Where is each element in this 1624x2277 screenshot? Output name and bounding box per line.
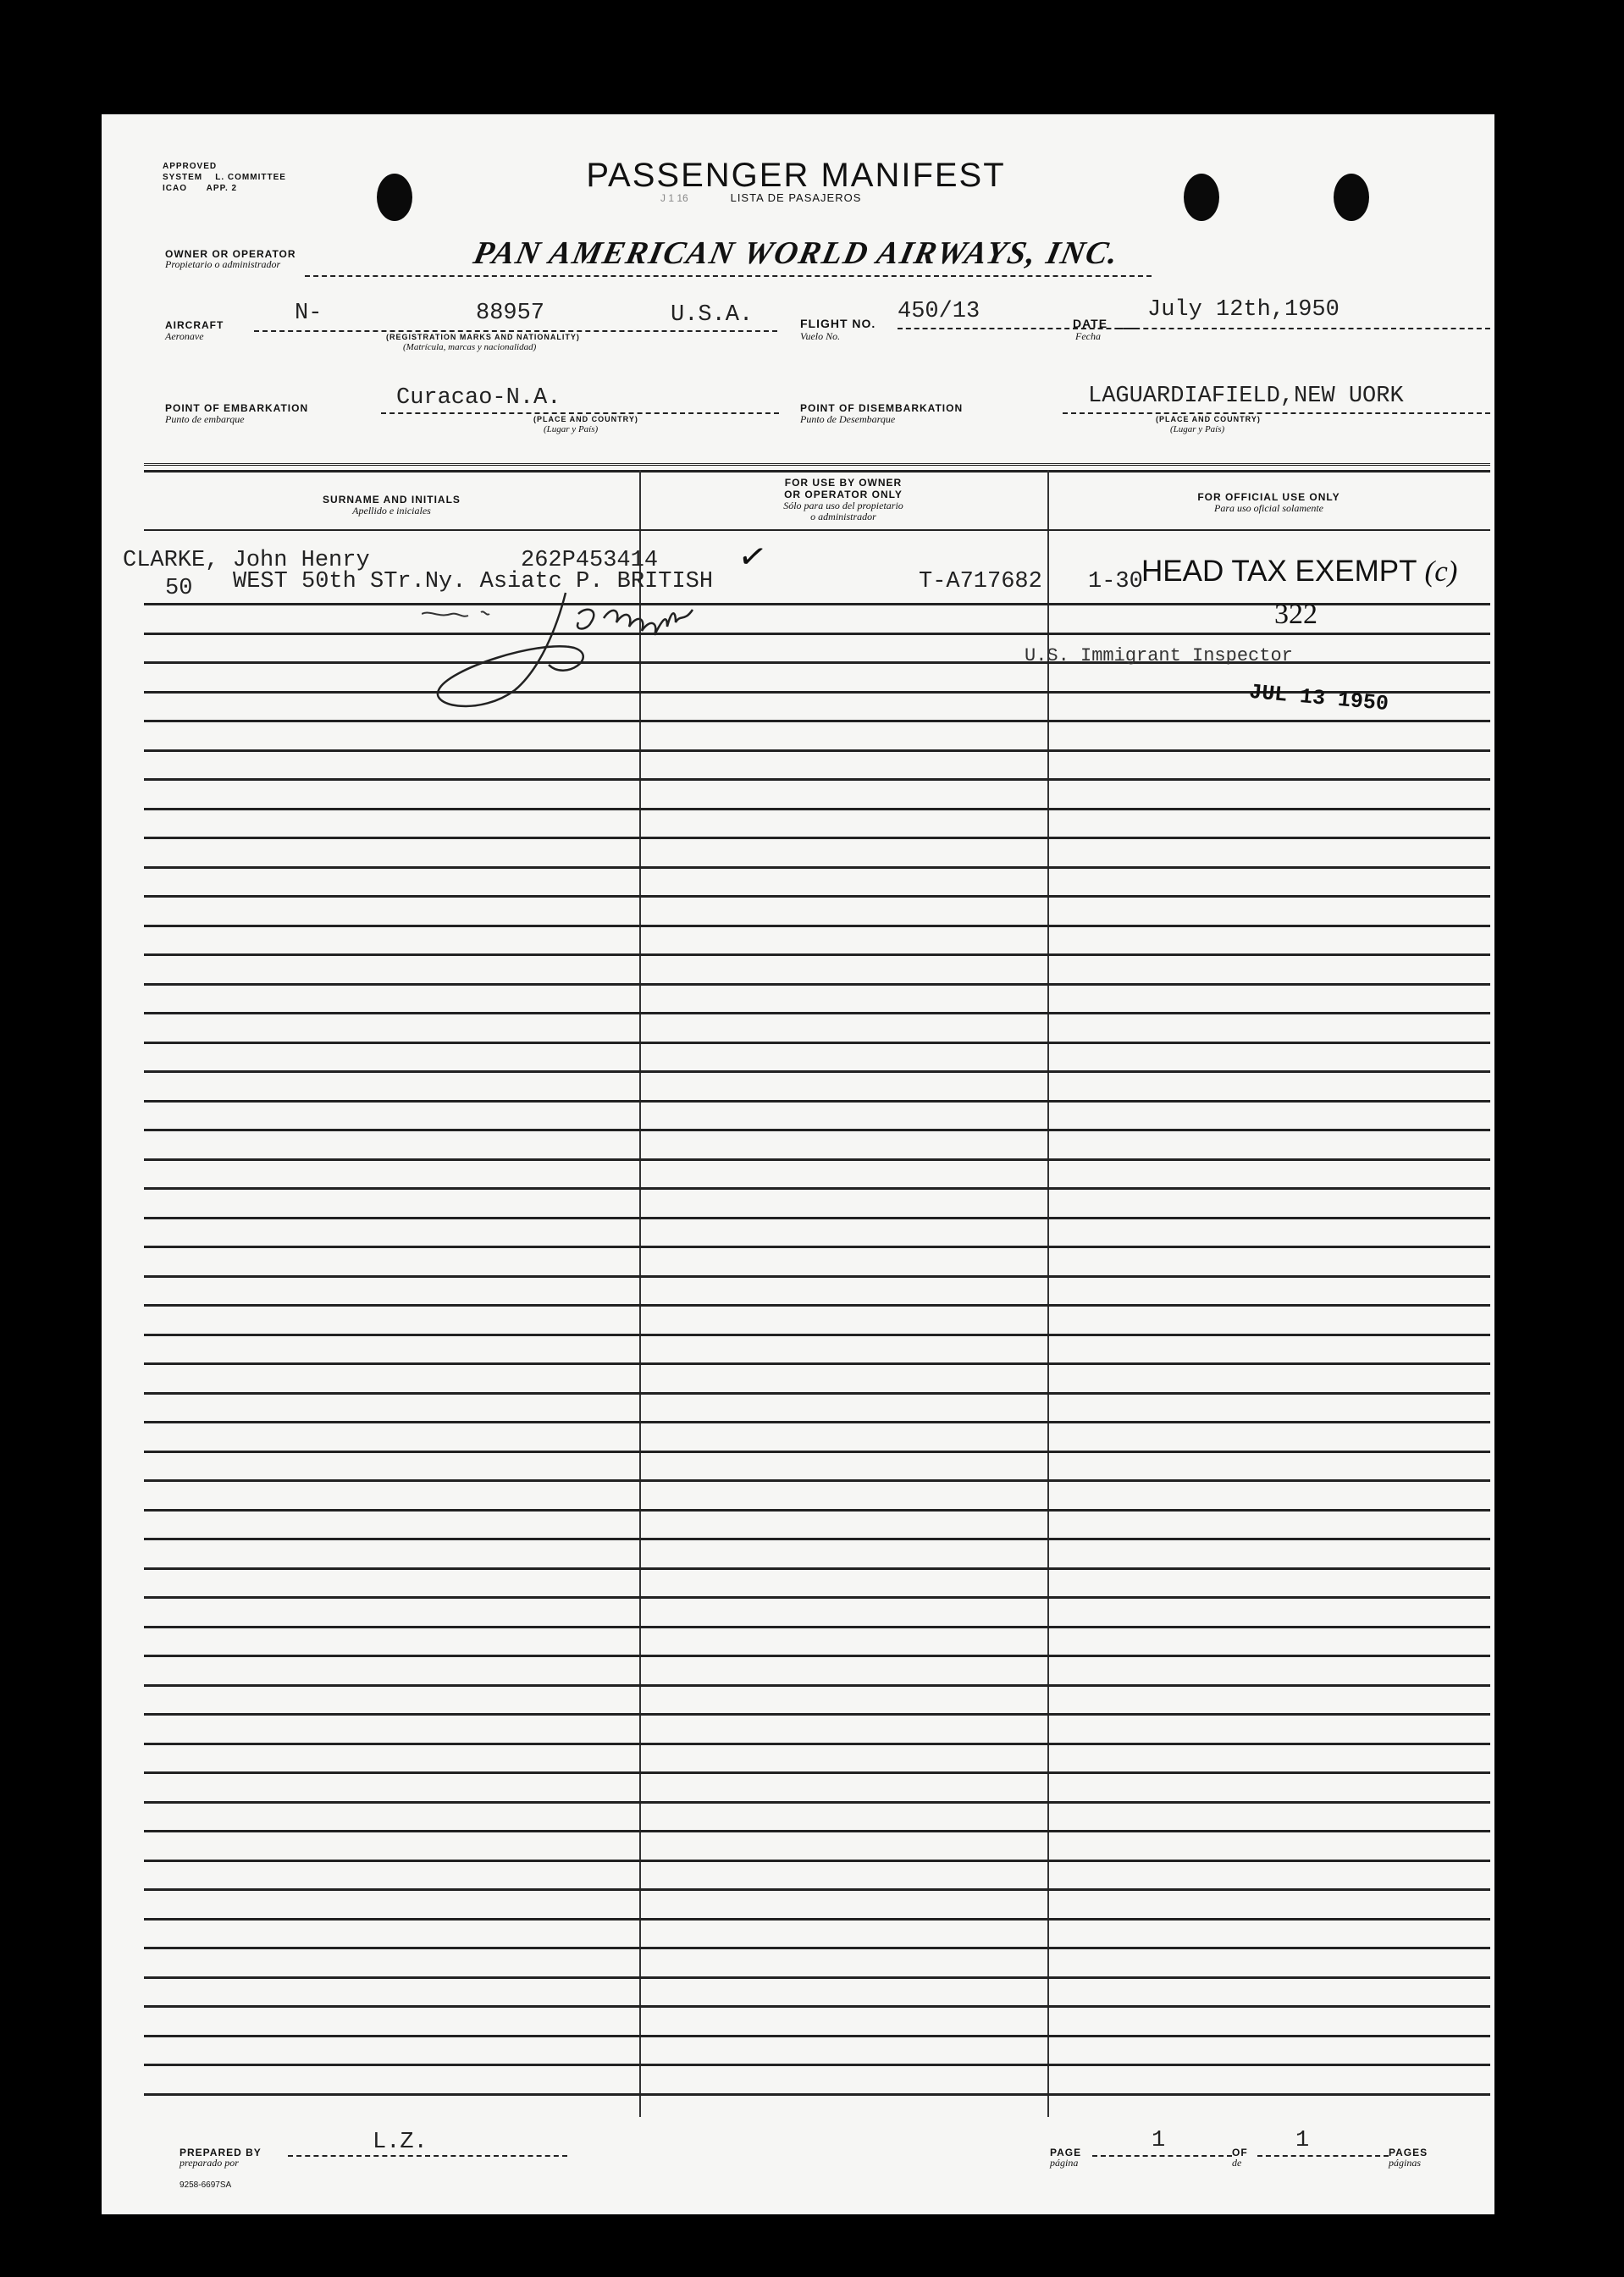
- ruled-line: [144, 2093, 1490, 2096]
- owner-use-header: [639, 477, 1047, 522]
- ruled-line: [144, 1451, 1490, 1453]
- embarkation-underline: [381, 412, 779, 414]
- page-underline: [1092, 2155, 1232, 2157]
- aircraft-nationality: U.S.A.: [671, 302, 754, 328]
- surname-header-label-es: Apellido e iniciales: [352, 505, 431, 517]
- ruled-line: [144, 1246, 1490, 1248]
- manifest-paper: [102, 114, 1494, 2214]
- aircraft-label-es: Aeronave: [165, 330, 204, 342]
- page-title: PASSENGER MANIFEST: [586, 157, 1006, 194]
- embarkation-sub-label: (PLACE AND COUNTRY): [533, 415, 638, 423]
- aircraft-prefix: N-: [295, 301, 323, 326]
- entry-code: 1-30: [1088, 569, 1143, 594]
- head-tax-text: HEAD TAX EXEMPT: [1141, 555, 1417, 588]
- title-block: [567, 157, 1025, 204]
- ruled-line: [144, 1626, 1490, 1628]
- of-value: 1: [1295, 2128, 1310, 2153]
- ruled-line: [144, 1129, 1490, 1131]
- disembarkation-value: LAGUARDIAFIELD,NEW UORK: [1088, 384, 1404, 409]
- punch-hole: [1334, 174, 1369, 221]
- ruled-line: [144, 1771, 1490, 1774]
- page-label-es: página: [1050, 2157, 1079, 2169]
- date-label: DATE: [1073, 317, 1108, 330]
- ruled-line: [144, 2035, 1490, 2037]
- owner-label: OWNER OR OPERATOR: [165, 248, 296, 260]
- aircraft-label: AIRCRAFT: [165, 319, 224, 331]
- ruled-line: [144, 778, 1490, 781]
- passport-number: 262P453414: [521, 548, 659, 573]
- passenger-name: CLARKE, John Henry: [123, 548, 370, 573]
- ruled-line: [144, 1217, 1490, 1219]
- ruled-line: [144, 1976, 1490, 1979]
- owner-use-header-label-es: Sólo para uso del propietario: [783, 500, 903, 511]
- page-label: PAGE: [1050, 2147, 1082, 2158]
- ruled-line: [144, 1830, 1490, 1832]
- ruled-line: [144, 1567, 1490, 1570]
- header-rule: [144, 470, 1490, 473]
- date-label-es: Fecha: [1075, 330, 1101, 342]
- flight-value: 450/13: [898, 299, 980, 324]
- flight-label-es: Vuelo No.: [800, 330, 841, 342]
- pages-label-es: páginas: [1389, 2157, 1422, 2169]
- owner-underline: [305, 275, 1152, 277]
- header-rule: [144, 463, 1490, 466]
- official-header-label-es: Para uso oficial solamente: [1214, 502, 1323, 514]
- disembarkation-label-es: Punto de Desembarque: [800, 413, 896, 425]
- embarkation-value: Curacao-N.A.: [396, 385, 561, 411]
- ruled-line: [144, 1334, 1490, 1336]
- signature: [422, 589, 845, 737]
- aircraft-number: 88957: [476, 301, 545, 326]
- approval-line: ICAO: [163, 184, 187, 193]
- punch-hole: [1184, 174, 1219, 221]
- ruled-line: [144, 2064, 1490, 2066]
- ruled-line: [144, 1100, 1490, 1103]
- approval-line: L. COMMITTEE: [215, 173, 286, 182]
- ticket-number: T-A717682: [919, 569, 1042, 594]
- ruled-line: [144, 1275, 1490, 1278]
- ruled-line: [144, 1918, 1490, 1921]
- ruled-line: [144, 1479, 1490, 1482]
- aircraft-sub-label-es: (Matrícula, marcas y nacionalidad): [403, 342, 537, 352]
- ruled-line: [144, 1684, 1490, 1687]
- approval-line: APPROVED: [163, 162, 218, 171]
- ruled-line: [144, 1070, 1490, 1073]
- ruled-line: [144, 1362, 1490, 1365]
- embarkation-sub-label-es: (Lugar y País): [544, 424, 599, 434]
- of-underline: [1257, 2155, 1389, 2157]
- ruled-line: [144, 1713, 1490, 1716]
- date-value: July 12th,1950: [1147, 297, 1340, 323]
- head-tax-mark: (c): [1424, 555, 1458, 588]
- surname-header-label: SURNAME AND INITIALS: [323, 494, 461, 506]
- ruled-line: [144, 1042, 1490, 1044]
- flight-label: FLIGHT NO.: [800, 317, 876, 330]
- official-header: [1047, 491, 1490, 514]
- ruled-line: [144, 1801, 1490, 1804]
- surname-header: [144, 494, 639, 517]
- date-underline: [1118, 328, 1490, 329]
- aircraft-sub-label: (REGISTRATION MARKS AND NATIONALITY): [386, 333, 580, 341]
- page-title-es: LISTA DE PASAJEROS: [730, 191, 862, 204]
- ruled-line: [144, 1596, 1490, 1599]
- ruled-line: [144, 895, 1490, 898]
- inspector-number: 322: [1274, 599, 1317, 630]
- signature-drawing: [422, 589, 845, 732]
- head-tax-stamp: [1141, 555, 1457, 589]
- form-number: 9258-6697SA: [180, 2180, 232, 2190]
- ruled-line: [144, 1304, 1490, 1307]
- ruled-line: [144, 983, 1490, 986]
- of-label: OF: [1232, 2147, 1248, 2158]
- prepared-value: L.Z.: [373, 2130, 428, 2155]
- ruled-line: [144, 866, 1490, 869]
- header-bottom-rule: [144, 529, 1490, 531]
- of-label-es: de: [1232, 2157, 1242, 2169]
- ruled-line: [144, 1509, 1490, 1512]
- ruled-line: [144, 808, 1490, 810]
- ruled-line: [144, 1860, 1490, 1862]
- embarkation-label-es: Punto de embarque: [165, 413, 245, 425]
- ruled-line: [144, 1538, 1490, 1540]
- disembarkation-label: POINT OF DISEMBARKATION: [800, 402, 964, 414]
- ruled-line: [144, 1392, 1490, 1395]
- aircraft-underline: [254, 330, 777, 332]
- ruled-line: [144, 925, 1490, 927]
- embarkation-label: POINT OF EMBARKATION: [165, 402, 309, 414]
- approval-line: SYSTEM: [163, 173, 203, 182]
- prepared-underline: [288, 2155, 567, 2157]
- owner-value: PAN AMERICAN WORLD AIRWAYS, INC.: [470, 235, 1124, 271]
- ruled-line: [144, 2005, 1490, 2008]
- approval-block: [163, 161, 286, 194]
- arrival-date-stamp: JUL 13 1950: [1248, 679, 1389, 717]
- prepared-label: PREPARED BY: [180, 2147, 262, 2158]
- passenger-age: 50: [165, 576, 193, 601]
- ruled-line: [144, 749, 1490, 752]
- ruled-line: [144, 953, 1490, 956]
- ruled-line: [144, 1655, 1490, 1657]
- owner-use-header-label: FOR USE BY OWNER: [784, 477, 903, 489]
- ruled-line: [144, 1158, 1490, 1161]
- passenger-address: WEST 50th STr.Ny. Asiatc P. BRITISH: [233, 569, 714, 594]
- official-header-label: FOR OFFICIAL USE ONLY: [1197, 491, 1340, 503]
- ruled-line: [144, 1187, 1490, 1190]
- check-mark: ✓: [735, 536, 771, 578]
- owner-use-header-label-es: o administrador: [810, 511, 876, 522]
- prepared-label-es: preparado por: [180, 2157, 239, 2169]
- ruled-line: [144, 837, 1490, 839]
- disembarkation-sub-label: (PLACE AND COUNTRY): [1156, 415, 1261, 423]
- approval-line: APP. 2: [206, 184, 238, 193]
- ruled-line: [144, 1012, 1490, 1014]
- pages-label: PAGES: [1389, 2147, 1428, 2158]
- faint-stamp: J 1 16: [660, 192, 688, 204]
- ruled-line: [144, 1743, 1490, 1745]
- disembarkation-underline: [1063, 412, 1490, 414]
- ruled-line: [144, 1947, 1490, 1949]
- page-value: 1: [1152, 2128, 1166, 2153]
- disembarkation-sub-label-es: (Lugar y País): [1170, 424, 1225, 434]
- owner-label-es: Propietario o administrador: [165, 258, 281, 270]
- owner-use-header-label: OR OPERATOR ONLY: [784, 489, 903, 500]
- ruled-line: [144, 1421, 1490, 1423]
- inspector-label: U.S. Immigrant Inspector: [1025, 645, 1293, 666]
- column-divider: [1047, 470, 1049, 2117]
- ruled-line: [144, 1888, 1490, 1891]
- punch-hole: [377, 174, 412, 221]
